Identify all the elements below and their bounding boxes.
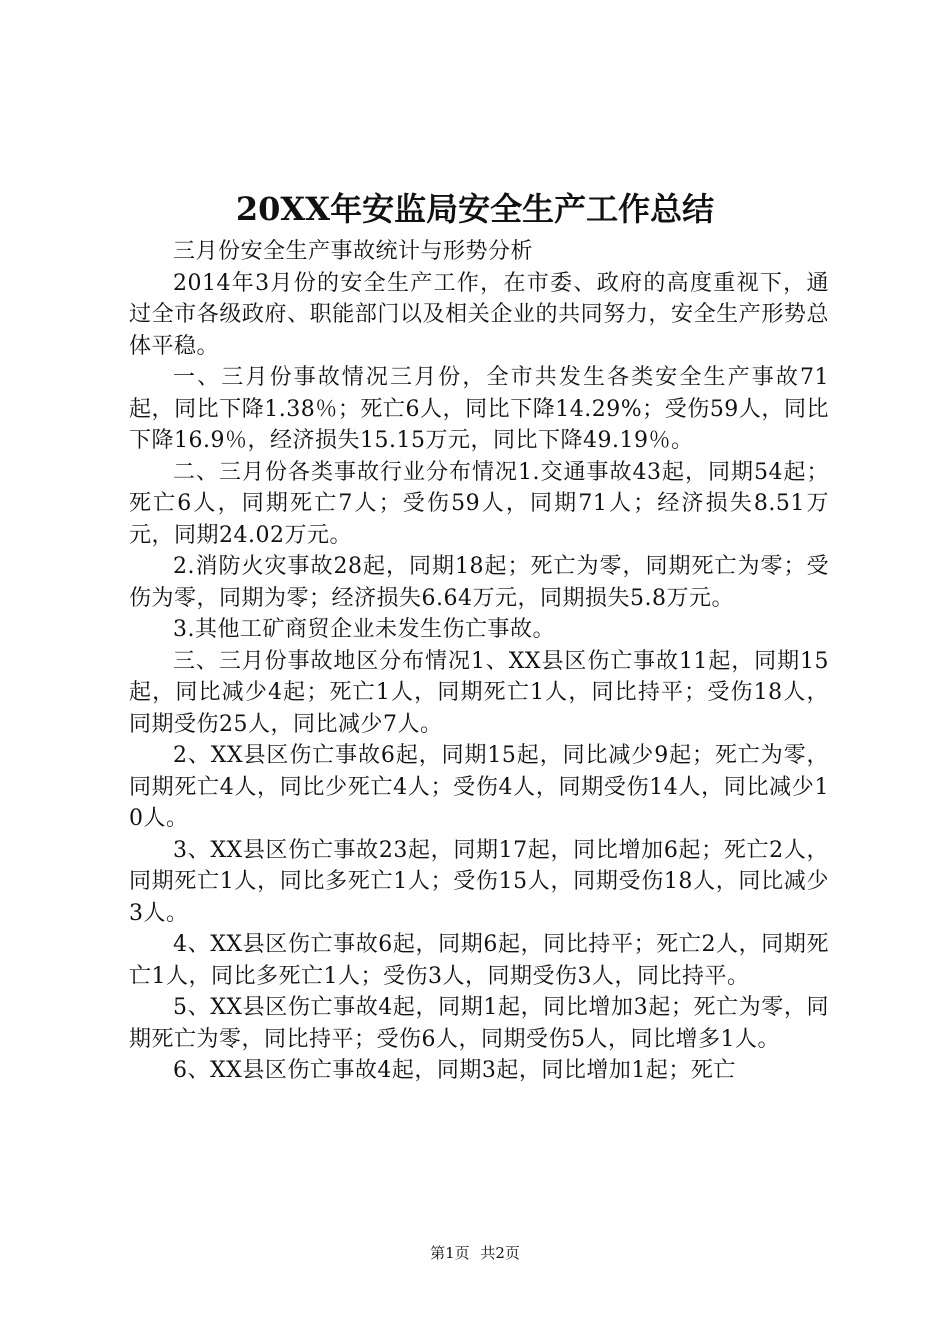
page-number-current: 第1页 bbox=[430, 1244, 470, 1262]
paragraph-subtitle: 三月份安全生产事故统计与形势分析 bbox=[173, 239, 534, 264]
paragraph-section-2: 二、三月份各类事故行业分布情况1.交通事故43起，同期54起；死亡6人，同期死亡7人；受伤59人，同期71人；经济损失8.51万元，同期24.02万元。 bbox=[129, 459, 829, 548]
paragraph-section-3: 三、三月份事故地区分布情况1、XX县区伤亡事故11起，同期15起，同比减少4起；死亡1人，同期死亡1人，同比持平；受伤18人，同期受伤25人，同比减少7人。 bbox=[129, 648, 829, 737]
paragraph-fire-accidents: 2.消防火灾事故28起，同期18起；死亡为零，同期死亡为零；受伤为零，同期为零；经济损失6.64万元，同期损失5.8万元。 bbox=[129, 554, 829, 611]
page-number-total: 共2页 bbox=[480, 1244, 520, 1262]
paragraph-intro: 2014年3月份的安全生产工作，在市委、政府的高度重视下，通过全市各级政府、职能部门以及相关企业的共同努力，安全生产形势总体平稳。 bbox=[129, 270, 829, 359]
paragraph-other-industries: 3.其他工矿商贸企业未发生伤亡事故。 bbox=[173, 617, 555, 642]
document-body bbox=[129, 236, 829, 1087]
paragraph-district-4: 4、XX县区伤亡事故6起，同期6起，同比持平；死亡2人，同期死亡1人，同比多死亡1人；受伤3人，同期受伤3人，同比持平。 bbox=[129, 932, 829, 989]
paragraph-district-5: 5、XX县区伤亡事故4起，同期1起，同比增加3起；死亡为零，同期死亡为零，同比持平；受伤6人，同期受伤5人，同比增多1人。 bbox=[129, 995, 829, 1052]
paragraph-district-2: 2、XX县区伤亡事故6起，同期15起，同比减少9起；死亡为零，同期死亡4人，同比少死亡4人；受伤4人，同期受伤14人，同比减少10人。 bbox=[129, 743, 829, 831]
paragraph-district-6: 6、XX县区伤亡事故4起，同期3起，同比增加1起；死亡 bbox=[173, 1058, 736, 1083]
paragraph-district-3: 3、XX县区伤亡事故23起，同期17起，同比增加6起；死亡2人，同期死亡1人，同比多死亡1人；受伤15人，同期受伤18人，同比减少3人。 bbox=[129, 837, 829, 926]
paragraph-section-1: 一、三月份事故情况三月份，全市共发生各类安全生产事故71起，同比下降1.38％；死亡6人，同比下降14.29%；受伤59人，同比下降16.9％，经济损失15.15万元，同比下降49.19％。 bbox=[129, 365, 829, 453]
page-footer bbox=[0, 1243, 950, 1263]
document-title: 20XX年安监局安全生产工作总结 bbox=[235, 190, 715, 228]
